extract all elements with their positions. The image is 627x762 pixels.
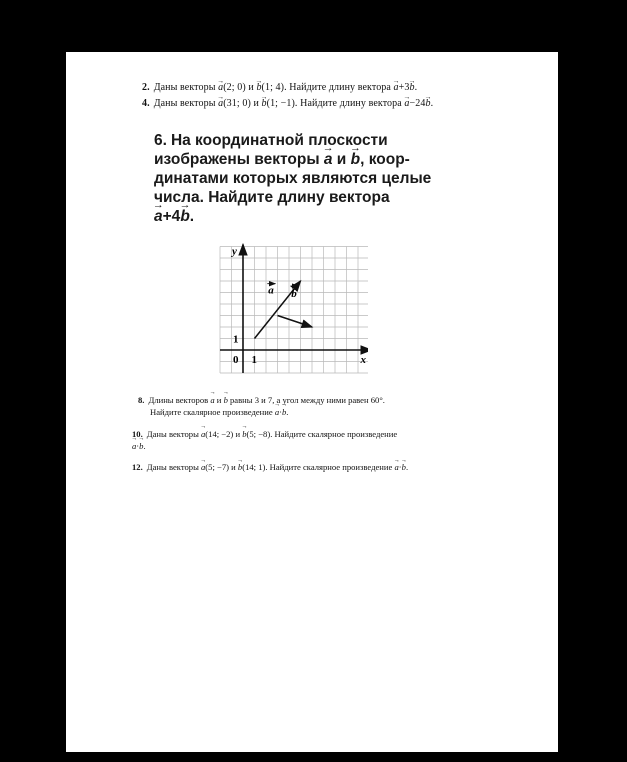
y-tick-1-label: 1 xyxy=(233,333,239,346)
worksheet-page xyxy=(66,52,558,752)
problem-6-line-2: изображены векторы → a и → b, коор- xyxy=(154,150,431,169)
y-axis-label: y xyxy=(232,245,237,258)
problem-8: 8. Длины векторов → a и → b равны 3 и 7, а угол между ними равен 60°. Найдите скалярное произведение → a·→ b. xyxy=(138,394,385,418)
x-tick-1-label: 1 xyxy=(251,354,257,366)
problem-12: 12. Даны векторы → a(5; −7) и → b(14; 1). Найдите скалярное произведение → a·→ b. xyxy=(132,462,408,472)
coordinate-grid-figure xyxy=(214,233,368,383)
problem-2: 2. Даны векторы → a(2; 0) и → b(1; 4). Найдите длину вектора → a+3→ b. xyxy=(142,82,417,93)
problem-6-line-3: динатами которых являются целые xyxy=(154,170,432,187)
vector-b-arrow xyxy=(278,316,313,328)
problem-10: 10. Даны векторы → a(14; −2) и → b(5; −8). Найдите скалярное произведение → a·→ b. xyxy=(132,428,397,452)
grid-lines xyxy=(220,247,368,374)
vector-a-label: a xyxy=(268,284,274,297)
origin-label: 0 xyxy=(233,354,239,366)
problem-6-line-5: → a+4→ b. xyxy=(154,207,431,226)
problem-4: 4. Даны векторы → a(31; 0) и → b(1; −1). Найдите длину вектора → a−24→ b. xyxy=(142,98,433,109)
problem-6-line-1: 6. На координатной плоскости xyxy=(154,132,388,149)
vector-b-label: b xyxy=(291,288,297,301)
x-axis-label: x xyxy=(360,354,366,366)
problem-6-line-4: числа. Найдите длину вектора xyxy=(154,189,390,206)
problem-6 xyxy=(154,131,431,226)
